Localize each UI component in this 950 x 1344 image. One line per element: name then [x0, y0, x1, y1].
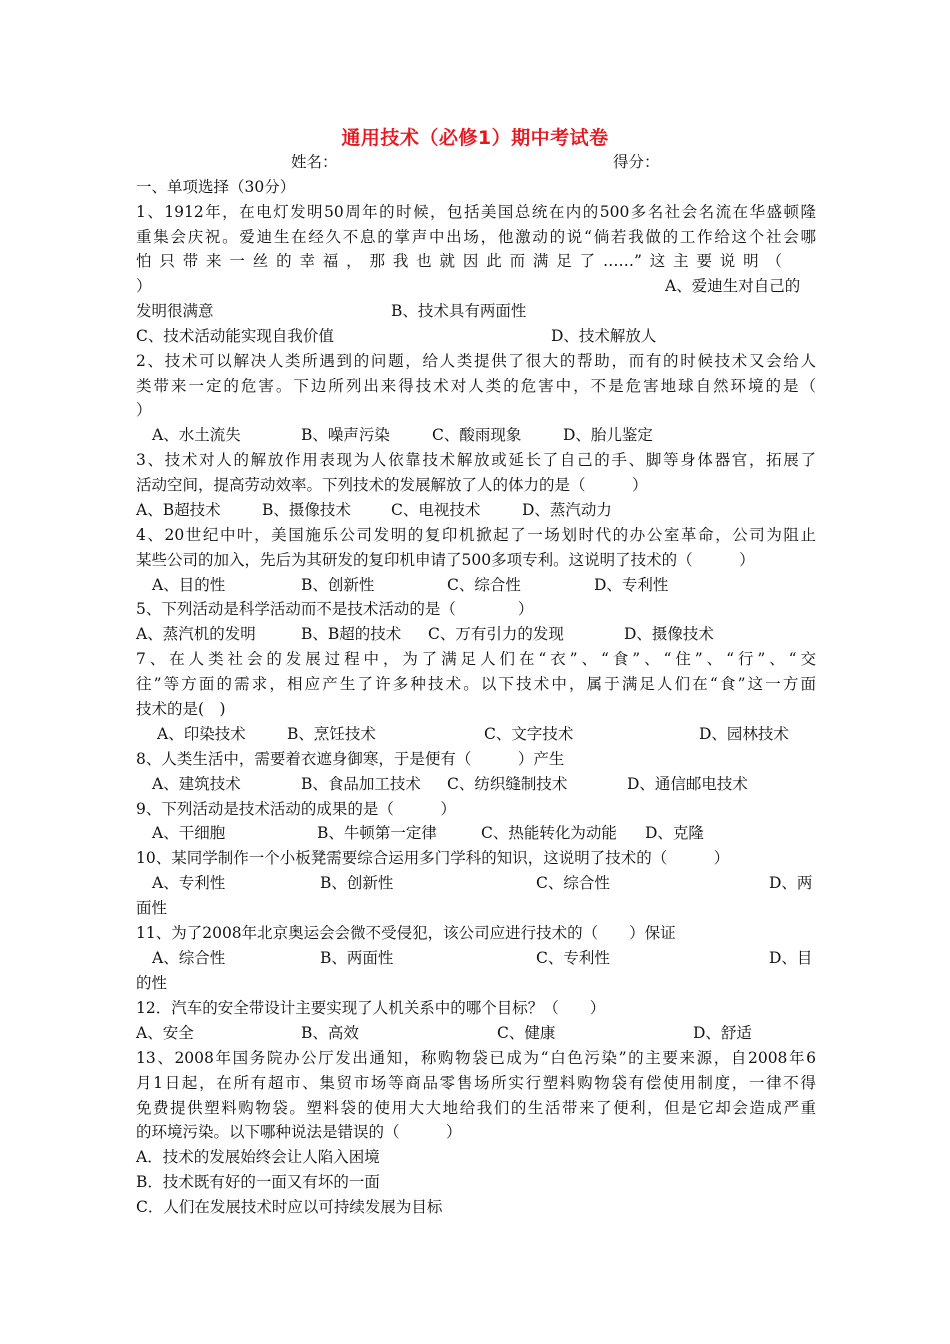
q13-line4: 的环境污染。以下哪种说法是错误的（ ）: [136, 1123, 462, 1141]
q5-option-c: C、万有引力的发现: [428, 625, 564, 643]
q10-option-a: A、专利性: [152, 874, 226, 892]
q7-option-a: A、印染技术: [157, 725, 246, 743]
q12-option-b: B、高效: [301, 1024, 359, 1042]
q10-option-d: D、两: [769, 874, 813, 892]
q8-option-c: C、纺织缝制技术: [447, 775, 568, 793]
q2-line1: 2、技术可以解决人类所遇到的问题，给人类提供了很大的帮助，而有的时候技术又会给人: [136, 352, 816, 370]
q4-option-c: C、综合性: [447, 576, 521, 594]
q10-line1: 10、某同学制作一个小板凳需要综合运用多门学科的知识，这说明了技术的（ ）: [136, 849, 730, 867]
q9-option-a: A、干细胞: [152, 824, 226, 842]
q7-line1: 7、在人类社会的发展过程中，为了满足人们在“衣”、“食”、“住”、“行”、“交: [136, 650, 816, 668]
q13-option-b: B．技术既有好的一面又有坏的一面: [136, 1173, 380, 1191]
q3-line1: 3、技术对人的解放作用表现为人依靠技术解放或延长了自己的手、脚等身体器官，拓展了: [136, 451, 816, 469]
q12-line1: 12．汽车的安全带设计主要实现了人机关系中的哪个目标？（ ）: [136, 999, 606, 1017]
q8-option-a: A、建筑技术: [152, 775, 241, 793]
q13-line2: 月1日起，在所有超市、集贸市场等商品零售场所实行塑料购物袋有偿使用制度，一律不得: [136, 1074, 816, 1092]
q7-option-d: D、园林技术: [699, 725, 789, 743]
exam-title: 通用技术（必修1）期中考试卷: [341, 127, 609, 149]
q12-option-c: C、健康: [497, 1024, 556, 1042]
q11-option-d-cont: 的性: [136, 974, 168, 992]
q5-option-b: B、B超的技术: [301, 625, 402, 643]
q1-option-c: C、技术活动能实现自我价值: [136, 327, 334, 345]
q7-option-b: B、烹饪技术: [287, 725, 376, 743]
q3-line2: 活动空间，提高劳动效率。下列技术的发展解放了人的体力的是（ ）: [136, 476, 648, 494]
q12-option-a: A、安全: [136, 1024, 194, 1042]
q13-line1: 13、2008年国务院办公厅发出通知，称购物袋已成为“白色污染”的主要来源，自2008年6: [136, 1049, 816, 1067]
q11-option-a: A、综合性: [152, 949, 226, 967]
q12-option-d: D、舒适: [693, 1024, 752, 1042]
q5-line1: 5、下列活动是科学活动而不是技术活动的是（ ）: [136, 600, 534, 618]
q13-option-c: C．人们在发展技术时应以可持续发展为目标: [136, 1198, 443, 1216]
q4-line1: 4、20世纪中叶，美国施乐公司发明的复印机掀起了一场划时代的办公室革命，公司为阻止: [136, 526, 816, 544]
q2-option-c: C、酸雨现象: [432, 426, 522, 444]
q13-line3: 免费提供塑料购物袋。塑料袋的使用大大地给我们的生活带来了便利，但是它却会造成严重: [136, 1099, 816, 1117]
q11-option-d: D、目: [769, 949, 813, 967]
q7-option-c: C、文字技术: [484, 725, 574, 743]
q7-line3: 技术的是( ): [136, 700, 226, 718]
q1-option-a-cont: 发明很满意: [136, 302, 214, 320]
q1-line4-paren: ）: [136, 277, 152, 295]
q1-option-d: D、技术解放人: [551, 327, 657, 345]
q4-option-b: B、创新性: [301, 576, 375, 594]
q4-option-d: D、专利性: [594, 576, 669, 594]
q9-option-d: D、克隆: [645, 824, 704, 842]
q7-line2: 往”等方面的需求，相应产生了许多种技术。以下技术中，属于满足人们在“食”这一方面: [136, 675, 816, 693]
q11-option-c: C、专利性: [536, 949, 610, 967]
q4-option-a: A、目的性: [152, 576, 226, 594]
name-label: 姓名：: [291, 153, 338, 171]
q3-option-a: A、B超技术: [136, 501, 221, 519]
q3-option-d: D、蒸汽动力: [522, 501, 612, 519]
q9-option-c: C、热能转化为动能: [481, 824, 617, 842]
section-heading: 一、单项选择（30分）: [136, 178, 296, 196]
q2-option-a: A、水土流失: [152, 426, 241, 444]
q2-line3: ）: [136, 401, 152, 419]
q2-line2: 类带来一定的危害。下边所列出来得技术对人类的危害中，不是危害地球自然环境的是（: [136, 377, 816, 395]
q1-option-a: A、爱迪生对自己的: [665, 277, 801, 295]
score-label: 得分：: [613, 153, 660, 171]
q9-option-b: B、牛顿第一定律: [317, 824, 437, 842]
q8-line1: 8、人类生活中，需要着衣遮身御寒，于是便有（ ）产生: [136, 750, 565, 768]
q8-option-d: D、通信邮电技术: [627, 775, 748, 793]
q1-option-b: B、技术具有两面性: [391, 302, 527, 320]
q1-line3: 怕只带来一丝的幸福，那我也就因此而满足了……”这主要说明（: [136, 252, 782, 270]
q10-option-b: B、创新性: [320, 874, 394, 892]
q3-option-c: C、电视技术: [391, 501, 481, 519]
q13-option-a: A．技术的发展始终会让人陷入困境: [136, 1148, 380, 1166]
q2-option-b: B、噪声污染: [301, 426, 390, 444]
q10-option-d-cont: 面性: [136, 899, 168, 917]
q2-option-d: D、胎儿鉴定: [563, 426, 653, 444]
q4-line2: 某些公司的加入，先后为其研发的复印机申请了500多项专利。这说明了技术的（ ）: [136, 551, 755, 569]
q1-line2: 重集会庆祝。爱迪生在经久不息的掌声中出场，他激动的说“倘若我做的工作给这个社会哪: [136, 228, 816, 246]
q3-option-b: B、摄像技术: [262, 501, 351, 519]
q11-line1: 11、为了2008年北京奥运会会微不受侵犯，该公司应进行技术的（ ）保证: [136, 924, 676, 942]
q11-option-b: B、两面性: [320, 949, 394, 967]
q5-option-a: A、蒸汽机的发明: [136, 625, 256, 643]
q1-line1: 1、1912年，在电灯发明50周年的时候，包括美国总统在内的500多名社会名流在华盛顿隆: [136, 203, 816, 221]
q9-line1: 9、下列活动是技术活动的成果的是（ ）: [136, 800, 456, 818]
q10-option-c: C、综合性: [536, 874, 610, 892]
q8-option-b: B、食品加工技术: [301, 775, 421, 793]
q5-option-d: D、摄像技术: [624, 625, 714, 643]
